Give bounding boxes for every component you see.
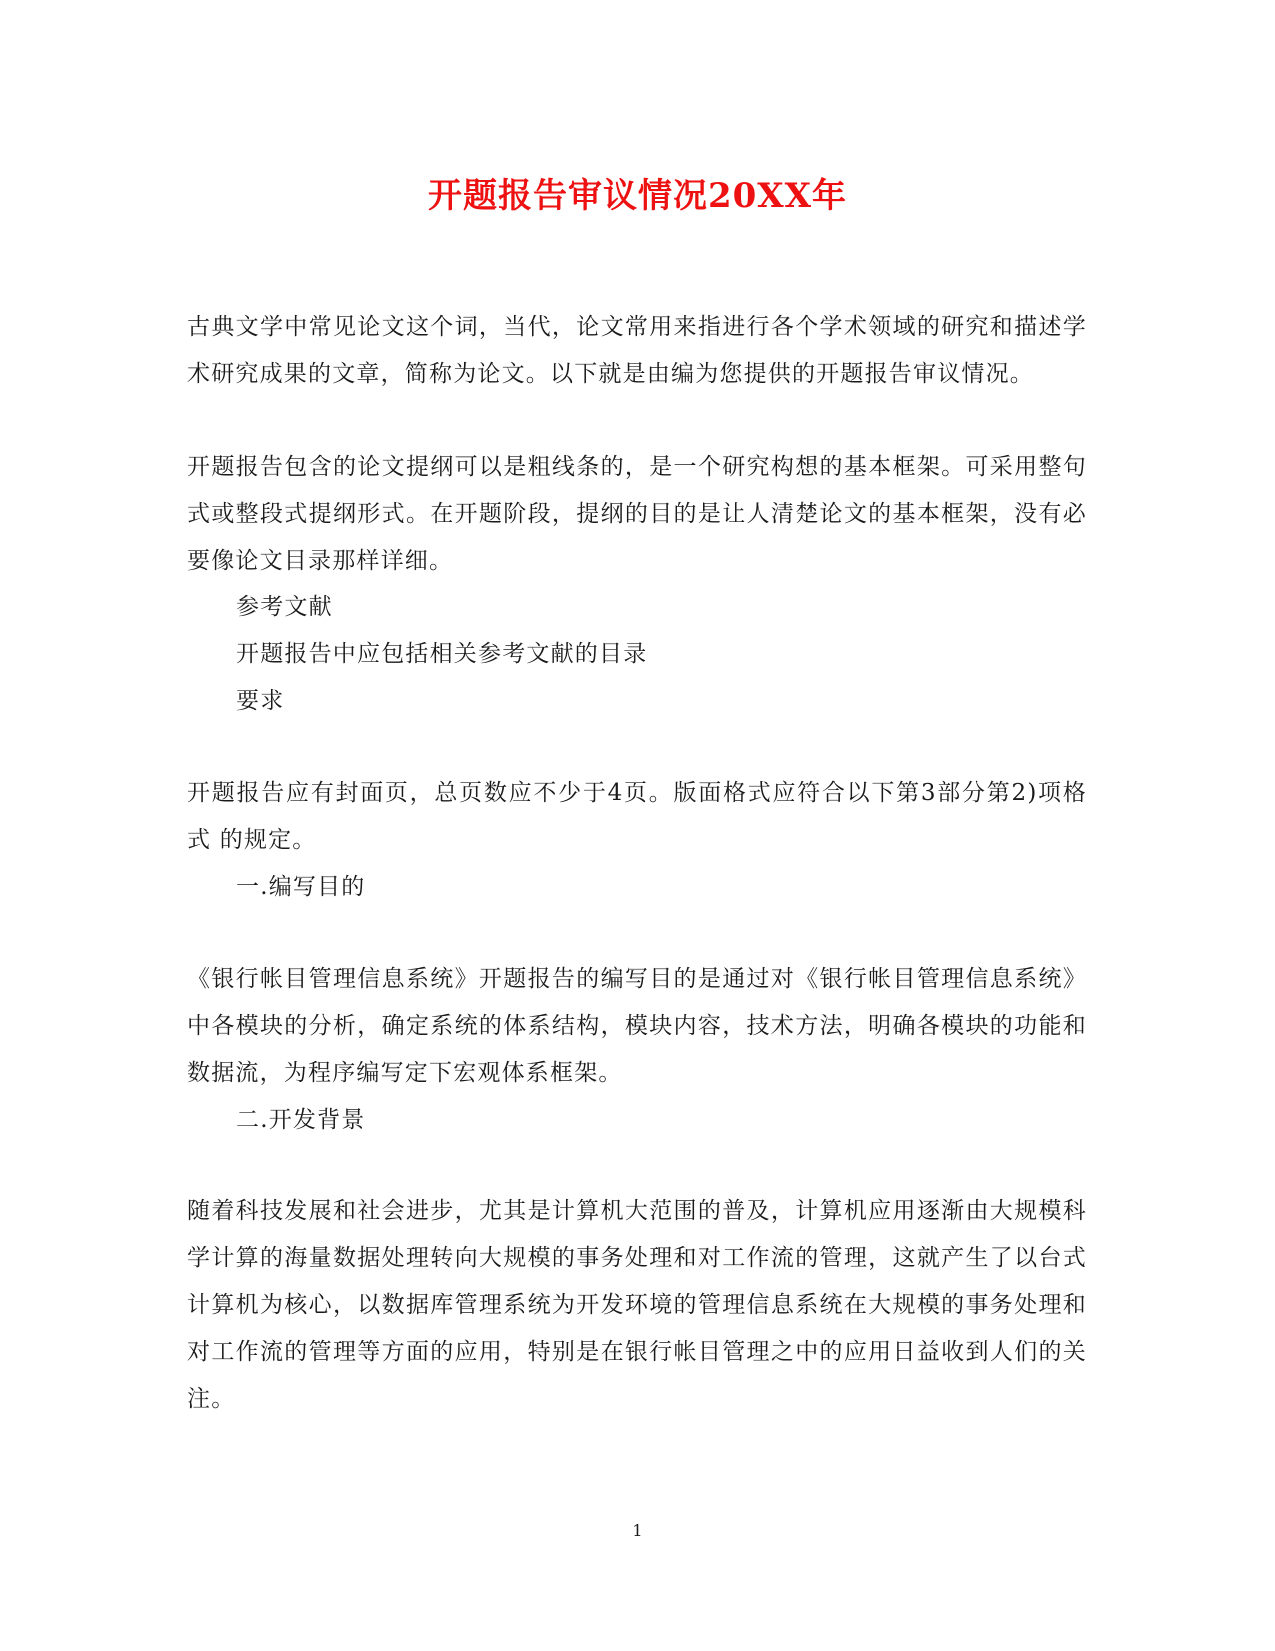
document-title: 开题报告审议情况20XX年 xyxy=(427,176,848,216)
page-number: 1 xyxy=(632,1521,643,1540)
references-line: 开题报告中应包括相关参考文献的目录 xyxy=(236,641,648,667)
section-heading-background: 二.开发背景 xyxy=(236,1107,366,1133)
background-paragraph: 随着科技发展和社会进步，尤其是计算机大范围的普及，计算机应用逐渐由大规模科学计算的海量数据处理转向大规模的事务处理和对工作流的管理，这就产生了以台式计算机为核心，以数据库管理系统为开发环境的管理信息系统在大规模的事务处理和对工作流的管理等方面的应用，特别是在银行帐目管理之中的应用日益收到人们的关注。 xyxy=(187,1198,1087,1412)
outline-paragraph: 开题报告包含的论文提纲可以是粗线条的，是一个研究构想的基本框架。可采用整句式或整段式提纲形式。在开题阶段，提纲的目的是让人清楚论文的基本框架，没有必要像论文目录那样详细。 xyxy=(187,454,1087,574)
requirements-paragraph: 开题报告应有封面页，总页数应不少于4页。版面格式应符合以下第3部分第2)项格式 的规定。 xyxy=(187,780,1087,853)
requirements-heading: 要求 xyxy=(236,688,285,714)
intro-paragraph: 古典文学中常见论文这个词，当代，论文常用来指进行各个学术领域的研究和描述学术研究成果的文章，简称为论文。以下就是由编为您提供的开题报告审议情况。 xyxy=(187,314,1087,387)
purpose-paragraph: 《银行帐目管理信息系统》开题报告的编写目的是通过对《银行帐目管理信息系统》中各模块的分析，确定系统的体系结构，模块内容，技术方法，明确各模块的功能和数据流，为程序编写定下宏观体系框架。 xyxy=(187,966,1087,1086)
references-heading: 参考文献 xyxy=(236,594,333,620)
section-heading-purpose: 一.编写目的 xyxy=(236,874,366,900)
